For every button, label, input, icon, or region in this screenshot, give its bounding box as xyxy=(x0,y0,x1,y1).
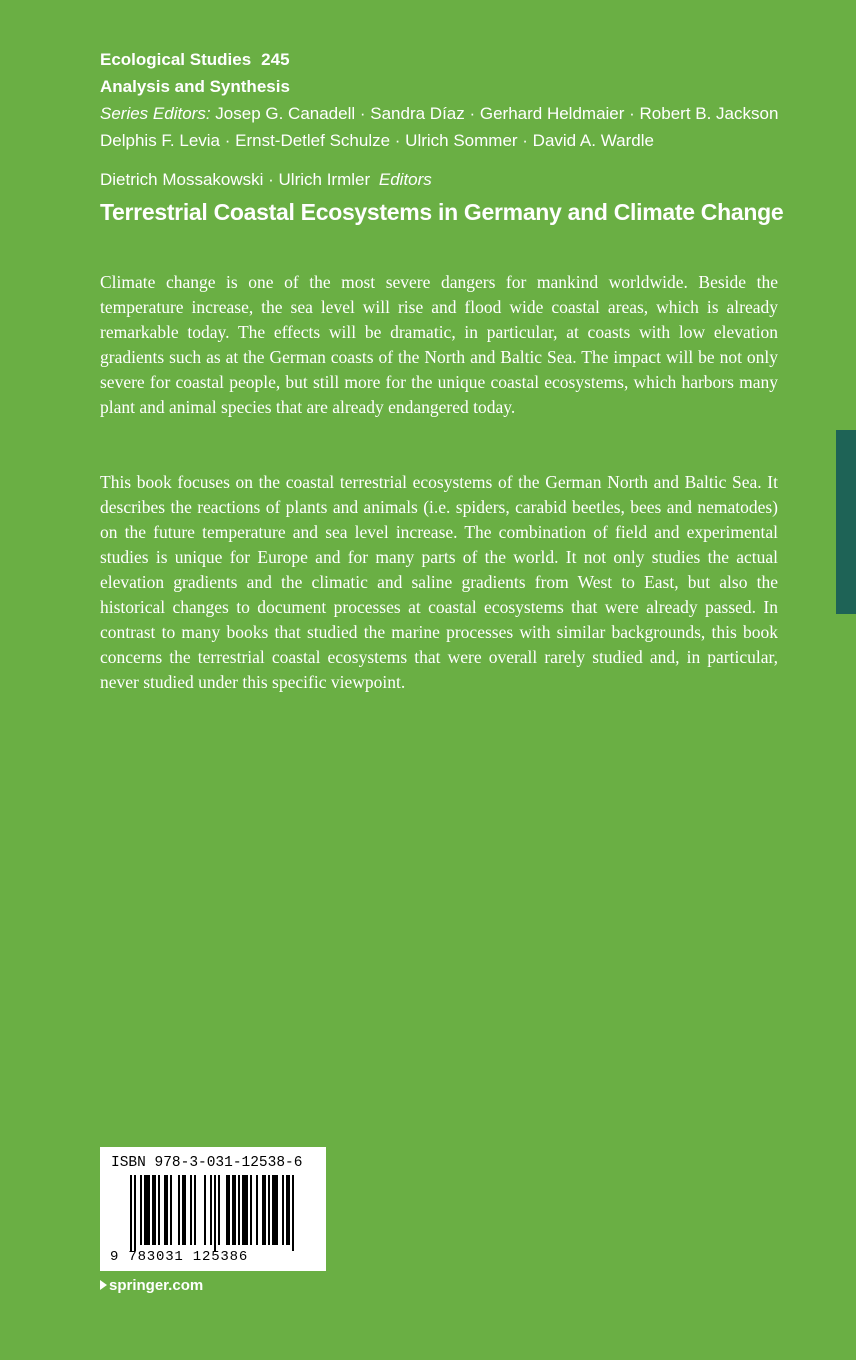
series-block xyxy=(100,46,800,154)
barcode-bar xyxy=(204,1175,206,1245)
barcode-bar xyxy=(194,1175,196,1245)
series-editors-names1: Josep G. Canadell · Sandra Díaz · Gerhard Heldmaier · Robert B. Jackson xyxy=(215,104,779,123)
barcode-bar xyxy=(282,1175,284,1245)
barcode-bar xyxy=(214,1175,216,1251)
barcode-bar xyxy=(178,1175,180,1245)
barcode-bar xyxy=(130,1175,132,1251)
barcode-bar xyxy=(190,1175,192,1245)
barcode-bar xyxy=(170,1175,172,1245)
barcode-bar xyxy=(182,1175,186,1245)
spine-color-tab xyxy=(836,430,856,614)
blurb-paragraph-2: This book focuses on the coastal terrestrial ecosystems of the German North and Baltic Sea. It describes the reactions of plants and animals (i.e. spiders, carabid beetles, bees and nematodes) on the future temperature and sea level increase. The combination of field and experimental studies is unique for Europe and for many parts of the world. It not only studies the actual elevation gradients and the climatic and saline gradients from West to East, but also the historical changes to document processes at coastal ecosystems that were already passed. In contrast to many books that studied the marine processes with similar backgrounds, this book concerns the terrestrial coastal ecosystems that were overall rarely studied and, in particular, never studied under this specific viewpoint. xyxy=(100,472,778,692)
barcode-bar xyxy=(292,1175,294,1251)
series-editors-line1 xyxy=(100,100,800,127)
series-name: Ecological Studies xyxy=(100,50,252,69)
barcode-bar xyxy=(256,1175,258,1245)
barcode-digits: 9 783031 125386 xyxy=(110,1249,249,1265)
barcode-bar xyxy=(262,1175,266,1245)
barcode-bar xyxy=(134,1175,136,1251)
isbn-label: ISBN 978-3-031-12538-6 xyxy=(111,1155,303,1171)
barcode-bar xyxy=(144,1175,150,1245)
series-editors-line2: Delphis F. Levia · Ernst-Detlef Schulze · Ulrich Sommer · David A. Wardle xyxy=(100,131,654,150)
barcode-bar xyxy=(250,1175,252,1245)
barcode-bar xyxy=(238,1175,240,1245)
series-editors-label: Series Editors: xyxy=(100,104,211,123)
book-editors xyxy=(100,167,432,193)
book-title: Terrestrial Coastal Ecosystems in Germany and Climate Change xyxy=(100,199,784,225)
barcode-bar xyxy=(226,1175,230,1245)
barcode-bar xyxy=(210,1175,212,1245)
arrow-right-icon xyxy=(100,1280,107,1290)
blurb-paragraph-1: Climate change is one of the most severe dangers for mankind worldwide. Beside the temperature increase, the sea level will rise and flood wide coastal areas, which is already remarkable today. The effects will be dramatic, in particular, at coasts with low elevation gradients such as at the German coasts of the North and Baltic Sea. The impact will be not only severe for coastal people, but still more for the unique coastal ecosystems, which harbors many plant and animal species that are already endangered today. xyxy=(100,272,778,417)
barcode-bar xyxy=(158,1175,160,1245)
book-editors-names: Dietrich Mossakowski · Ulrich Irmler xyxy=(100,170,371,189)
barcode-bar xyxy=(164,1175,168,1245)
barcode-bar xyxy=(140,1175,142,1245)
barcode-bar xyxy=(286,1175,290,1245)
series-heading xyxy=(100,46,800,73)
book-editors-role: Editors xyxy=(378,170,432,189)
barcode-bar xyxy=(152,1175,156,1245)
series-number: 245 xyxy=(261,50,290,69)
publisher-website[interactable] xyxy=(100,1276,203,1296)
barcode-bar xyxy=(272,1175,278,1245)
isbn-barcode xyxy=(100,1147,326,1271)
barcode-bar xyxy=(232,1175,236,1245)
series-subtitle: Analysis and Synthesis xyxy=(100,77,290,96)
barcode-bar xyxy=(218,1175,220,1245)
barcode-bar xyxy=(242,1175,248,1245)
barcode-bar xyxy=(268,1175,270,1245)
publisher-website-text: springer.com xyxy=(109,1277,204,1294)
